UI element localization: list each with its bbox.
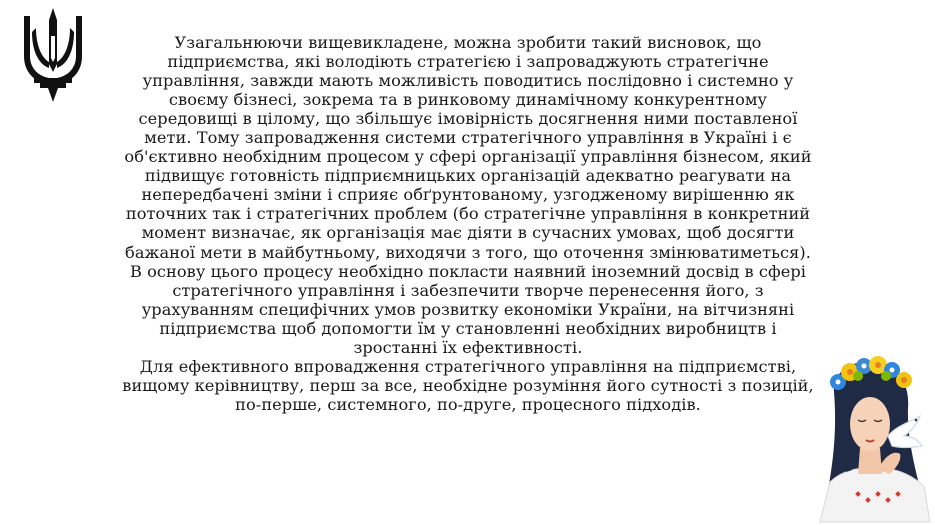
- main-text: [118, 33, 818, 414]
- ukrainian-girl-illustration: [812, 352, 934, 524]
- paragraph-conclusion: Узагальнюючи вищевикладене, можна зробити такий висновок, що підприємства, які володіють стратегією і запроваджують стратегічне управління, завжди мають можливість поводитись послідовно і системно у своєму бізнесі, зокрема та в ринковому динамічному конкурентному середовищі в цілому, що збільшує імовірність досягнення ними поставленої мети. Тому запровадження системи стратегічного управління в Україні і є об'єктивно необхідним процесом у сфері організації управління бізнесом, який підвищує готовність підприємницьких організацій адекватно реагувати на непередбачені зміни і сприяє обґрунтованому, узгодженому вирішенню як поточних так і стратегічних проблем (бо стратегічне управління в конкретний момент визначає, як організація має діяти в сучасних умовах, щоб досягти бажаної мети в майбутньому, виходячи з того, що оточення змінюватиметься). В основу цього процесу необхідно покласти наявний іноземний досвід в сфері стратегічного управління і забезпечити творче перенесення його, з урахуванням специфічних умов розвитку економіки України, на вітчизняні підприємства щоб допомогти їм у становленні необхідних виробництв і зростанні їх ефективності.: [124, 33, 812, 357]
- ukrainian-trident-icon: [20, 6, 86, 104]
- paragraph-implementation: Для ефективного впровадження стратегічного управління на підприємстві, вищому керівництву, перш за все, необхідне розуміння його сутності з позицій, по-перше, системного, по-друге, процесного підходів.: [122, 356, 814, 414]
